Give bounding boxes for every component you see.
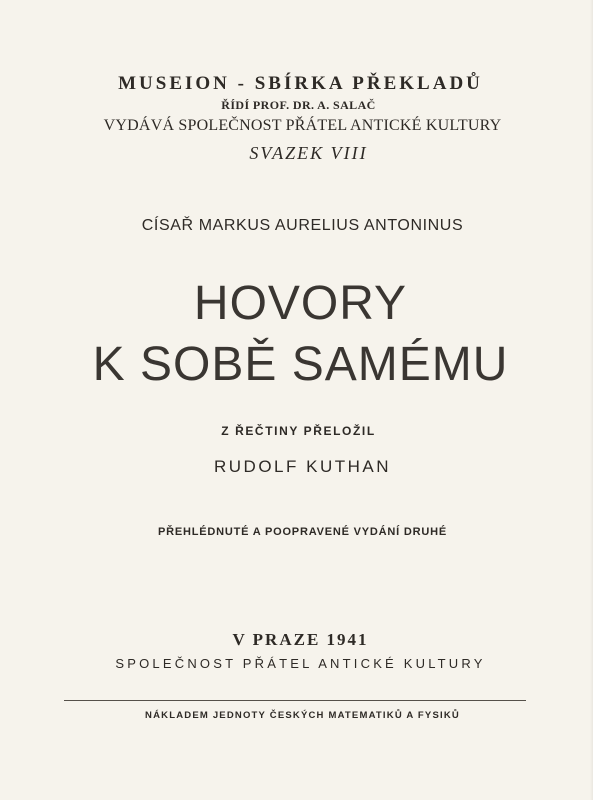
printer-note: NÁKLADEM JEDNOTY ČESKÝCH MATEMATIKŮ A FYSIKŮ <box>145 710 460 721</box>
volume-number: SVAZEK VIII <box>249 143 368 163</box>
place-and-year: V PRAZE 1941 <box>232 630 369 649</box>
book-title-line-2: K SOBĚ SAMÉMU <box>92 338 509 391</box>
series-editor: ŘÍDÍ PROF. DR. A. SALAČ <box>221 98 376 112</box>
footer-divider <box>64 700 526 701</box>
book-title-line-1: HOVORY <box>193 277 408 330</box>
publishing-society: SPOLEČNOST PŘÁTEL ANTICKÉ KULTURY <box>115 656 486 671</box>
translation-note: Z ŘEČTINY PŘELOŽIL <box>221 424 376 438</box>
series-title: MUSEION - SBÍRKA PŘEKLADŮ <box>118 73 483 94</box>
author-name: CÍSAŘ MARKUS AURELIUS ANTONINUS <box>141 217 464 234</box>
translator-name: RUDOLF KUTHAN <box>213 457 391 476</box>
edition-note: PŘEHLÉDNUTÉ A POOPRAVENÉ VYDÁNÍ DRUHÉ <box>158 526 447 538</box>
series-publisher: VYDÁVÁ SPOLEČNOST PŘÁTEL ANTICKÉ KULTURY <box>103 117 502 134</box>
